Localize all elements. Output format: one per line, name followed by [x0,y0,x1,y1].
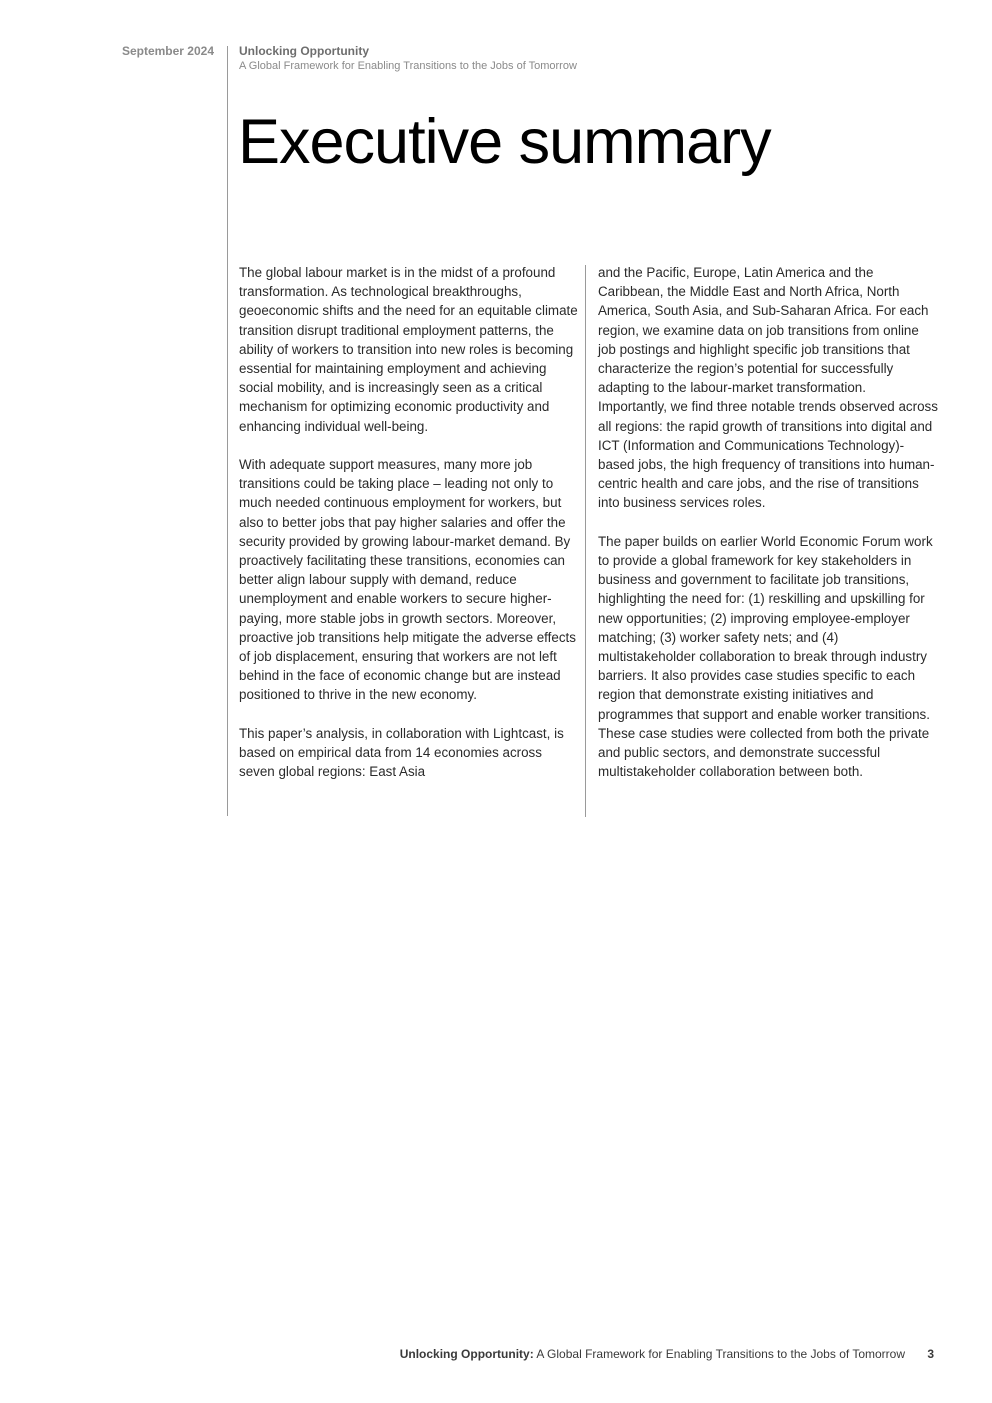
running-header [239,44,939,74]
paragraph: This paper’s analysis, in collaboration with Lightcast, is based on empirical data from 14 economies across seven global regions: East Asia [239,725,564,780]
page-title: Executive summary [238,107,771,177]
header-subtitle: A Global Framework for Enabling Transitions to the Jobs of Tomorrow [239,60,577,72]
footer-subtitle: A Global Framework for Enabling Transitions to the Jobs of Tomorrow [533,1347,905,1361]
column-rule [585,265,586,817]
footer-title: Unlocking Opportunity: [399,1347,534,1361]
header-title: Unlocking Opportunity [239,44,369,58]
body-column-right [598,263,938,801]
running-footer [300,1347,905,1362]
header-date: September 2024 [121,44,214,58]
margin-rule [227,46,228,816]
page-number: 3 [927,1347,934,1361]
body-column-left [239,263,579,801]
paragraph: The paper builds on earlier World Economic Forum work to provide a global framework for key stakeholders in business and government to facilitate job transitions, highlighting the need for: (1) reskilling and upskilling for new opportunities; (2) improving employee-employer matching; (3) worker safety nets; and (4) multistakeholder collaboration to break through industry barriers. It also provides case studies specific to each region that demonstrate existing initiatives and programmes that support and enable worker transitions. These case studies were collected from both the private and public sectors, and demonstrate successful multistakeholder collaboration between both. [598,533,933,780]
paragraph: With adequate support measures, many more job transitions could be taking place – leading not only to much needed continuous employment for workers, but also to better jobs that pay higher salaries and offer the security provided by growing labour-market demand. By proactively facilitating these transitions, economies can better align labour supply with demand, reduce unemployment and enable workers to secure higher-paying, more stable jobs in growth sectors. Moreover, proactive job transitions help mitigate the adverse effects of job displacement, ensuring that workers are not left behind in the face of economic change but are instead positioned to thrive in the new economy. [239,457,576,703]
paragraph: The global labour market is in the midst of a profound transformation. As technological breakthroughs, geoeconomic shifts and the need for an equitable climate transition disrupt traditional employment patterns, the ability of workers to transition into new roles is becoming essential for maintaining employment and achieving social mobility, and is increasingly seen as a critical mechanism for optimizing economic productivity and enhancing individual well-being. [239,265,578,434]
paragraph: and the Pacific, Europe, Latin America and the Caribbean, the Middle East and North Africa, North America, South Asia, and Sub-Saharan Africa. For each region, we examine data on job transitions from online job postings and highlight specific job transitions that characterize the region’s potential for successfully adapting to the labour-market transformation. Importantly, we find three notable trends observed across all regions: the rapid growth of transitions into digital and ICT (Information and Communications Technology)-based jobs, the high frequency of transitions into human-centric health and care jobs, and the rise of transitions into business services roles. [598,265,938,511]
